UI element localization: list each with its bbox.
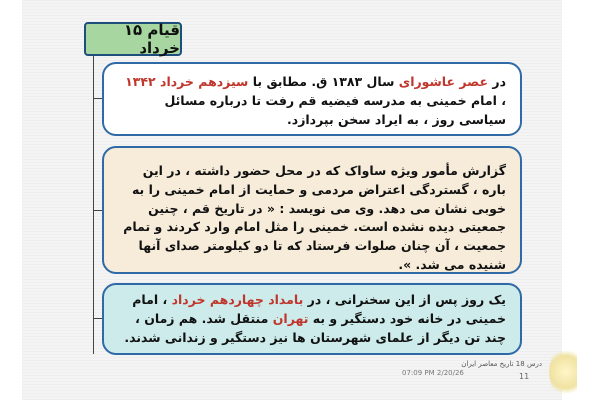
decorative-glow bbox=[549, 348, 577, 396]
box2-text: گزارش مأمور ویژه ساواک که در محل حضور داشته ، در این باره ، گستردگی اعتراض مردمی و حمایت از امام خمینی را به خوبی نشان می دهد. وی می نویسد : « در تاریخ قم ، چنین جمعیتی دیده نشده است. خمینی را مثل امام وارد کردند و تمام جمعیت ، آن چنان صلوات فرستاد که تا دو کیلومتر صدای آنها شنیده می شد. ». bbox=[123, 163, 506, 272]
box3-text: ، امام خمینی در خانه خود دستگیر و به bbox=[132, 292, 506, 326]
box1-highlight-ashura: عصر عاشورای bbox=[398, 74, 489, 89]
connector-line bbox=[93, 56, 94, 354]
box1-text: در bbox=[488, 74, 506, 89]
content-box-savak-report bbox=[102, 146, 522, 274]
box3-highlight-date: بامداد چهاردهم خرداد bbox=[171, 292, 304, 307]
footer-datetime: 07:09 PM 2/20/26 bbox=[402, 368, 464, 377]
footer-topic: درس 18 تاریخ معاصر ایران bbox=[461, 360, 542, 368]
page-number: 11 bbox=[519, 372, 530, 381]
box1-text: ، امام خمینی به مدرسه فیضیه قم رفت تا درباره مسائل سیاسی روز ، به ایراد سخن بپردازد. bbox=[164, 92, 506, 127]
slide-title: قیام ۱۵ خرداد bbox=[84, 22, 182, 56]
box1-highlight-date: سیزدهم خرداد ۱۳۴۲ bbox=[125, 74, 249, 89]
box1-text: سال ۱۳۸۳ ق. مطابق با bbox=[248, 74, 399, 89]
box3-highlight-tehran: تهران bbox=[272, 310, 309, 326]
box3-text: منتقل شد. هم زمان ، چند تن دیگر از علمای شهرستان ها نیز دستگیر و زندانی شدند. bbox=[124, 310, 506, 345]
box3-text: یک روز پس از این سخنرانی ، در bbox=[303, 292, 506, 307]
content-box-arrest bbox=[102, 283, 522, 355]
content-box-ashura bbox=[102, 62, 522, 136]
slide bbox=[22, 0, 562, 400]
